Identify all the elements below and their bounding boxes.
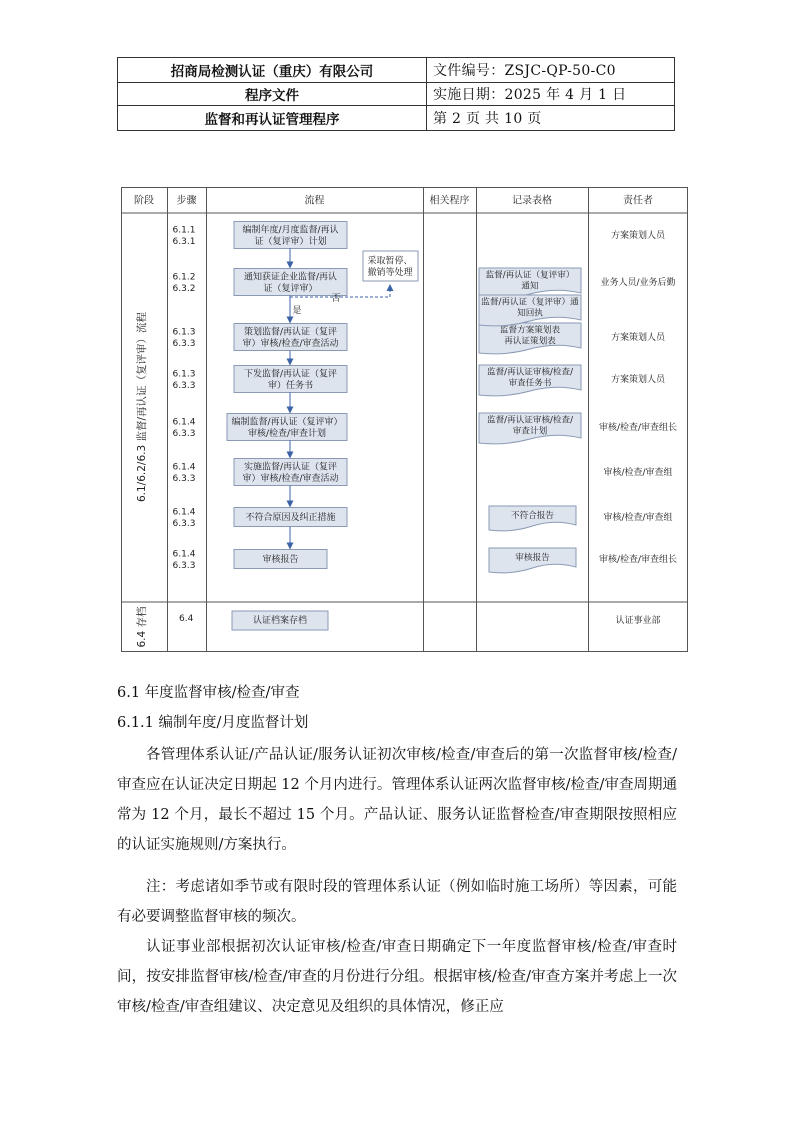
record-form-label: 监督方案策划表再认证策划表	[499, 325, 561, 347]
record-form-label: 监督/再认证审核/检查/审查任务书	[486, 367, 574, 389]
process-label: 编制年度/月度监督/再认证（复评审）计划	[242, 225, 339, 247]
column-header: 责任者	[623, 195, 653, 207]
company-name: 招商局检测认证（重庆）有限公司	[118, 58, 427, 83]
stage-label-process: 6.1/6.2/6.3 监督/再认证（复评审）流程	[136, 311, 148, 503]
responsible-party: 审核/检查/审查组	[603, 513, 673, 524]
process-label: 下发监督/再认证（复评审）任务书	[243, 369, 338, 391]
record-form-label: 监督/再认证（复评审）通知回执	[481, 297, 579, 319]
step-number: 6.1.4 6.3.3	[172, 462, 196, 484]
step-number: 6.1.4 6.3.3	[172, 507, 196, 529]
implementation-date: 实施日期：2025 年 4 月 1 日	[427, 83, 675, 106]
archive-owner: 认证事业部	[615, 616, 661, 627]
flowchart	[121, 187, 688, 652]
paragraph-note: 注：考虑诸如季节或有限时段的管理体系认证（例如临时施工场所）等因素，可能有必要调整监督审核的频次。	[117, 879, 677, 925]
step-number: 6.1.3 6.3.3	[172, 327, 196, 349]
section-heading-6-1: 6.1 年度监督审核/检查/审查	[117, 685, 300, 701]
archive-label: 认证档案存档	[252, 616, 308, 627]
process-label: 不符合原因及纠正措施	[245, 513, 336, 524]
column-header: 记录表格	[512, 195, 552, 207]
step-number: 6.1.2 6.3.2	[172, 272, 196, 294]
process-label: 编制监督/再认证（复评审）审核/检查/审查计划	[231, 417, 343, 439]
column-header: 阶段	[134, 195, 154, 207]
responsible-party: 审核/检查/审查组长	[598, 555, 678, 566]
step-number: 6.1.3 6.3.3	[172, 369, 196, 391]
doc-title: 监督和再认证管理程序	[118, 106, 427, 131]
column-header: 步骤	[176, 195, 197, 207]
process-label: 通知获证企业监督/再认证（复评审）	[243, 272, 338, 294]
responsible-party: 审核/检查/审查组长	[598, 423, 678, 434]
record-form-label: 监督/再认证审核/检查/审查计划	[486, 415, 574, 437]
process-label: 审核报告	[262, 555, 299, 566]
process-label: 实施监督/再认证（复评审）审核/检查/审查活动	[242, 462, 339, 484]
step-number: 6.1.4 6.3.3	[172, 549, 196, 571]
record-form-label: 审核报告	[515, 553, 550, 564]
paragraph-3: 认证事业部根据初次认证审核/检查/审查日期确定下一年度监督审核/检查/审查时间，按安排监督审核/检查/审查的月份进行分组。根据审核/检查/审查方案并考虑上一次审核/检查/审查组建议、决定意见及组织的具体情况，修正应	[117, 939, 677, 1015]
stage-label-archive: 6.4 存档	[136, 606, 148, 648]
responsible-party: 方案策划人员	[610, 375, 666, 386]
responsible-party: 审核/检查/审查组	[603, 468, 673, 479]
responsible-party: 方案策划人员	[610, 333, 666, 344]
doc-number: 文件编号：ZSJC-QP-50-C0	[427, 58, 675, 83]
process-label: 策划监督/再认证（复评审）审核/检查/审查活动	[242, 327, 339, 349]
column-header: 流程	[304, 195, 325, 207]
paragraph-1: 各管理体系认证/产品认证/服务认证初次审核/检查/审查后的第一次监督审核/检查/审查应在认证决定日期起 12 个月内进行。管理体系认证两次监督审核/检查/审查周期通常为 12 个月，最长不超过 15 个月。产品认证、服务认证监督检查/审查期限按照相应的认证实施规则/方案执行。	[117, 747, 677, 853]
suspend-label: 采取暂停、撤销等处理	[367, 256, 413, 278]
section-heading-6-1-1: 6.1.1 编制年度/月度监督计划	[117, 715, 309, 731]
record-form-label: 不符合报告	[511, 511, 554, 522]
header-table	[117, 57, 675, 131]
no-label: 否	[331, 294, 341, 305]
doc-type: 程序文件	[118, 83, 427, 106]
page-info: 第 2 页 共 10 页	[427, 106, 675, 131]
responsible-party: 方案策划人员	[610, 231, 666, 242]
responsible-party: 业务人员/业务后勤	[600, 278, 676, 289]
archive-step-number: 6.4	[179, 614, 194, 625]
yes-label: 是	[292, 306, 302, 317]
record-form-label: 监督/再认证（复评审）通知	[485, 270, 575, 292]
step-number: 6.1.4 6.3.3	[172, 417, 196, 439]
column-header: 相关程序	[429, 195, 470, 207]
step-number: 6.1.1 6.3.1	[172, 225, 196, 247]
